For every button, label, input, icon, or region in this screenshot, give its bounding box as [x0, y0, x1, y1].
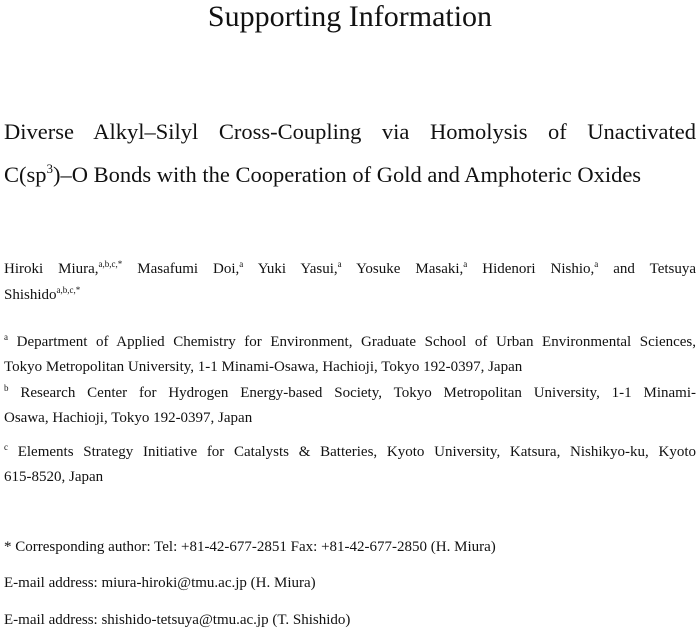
- title-line-2-start: C(sp: [4, 162, 47, 187]
- affiliation-mark: a: [4, 332, 8, 342]
- affiliation-line: $^a$ Department of Applied Chemistry for Environment, Graduate School of Urban Environmental Sciences,: [4, 332, 697, 350]
- author-name: Masafumi Doi,$^a$: [137, 259, 244, 277]
- corresponding-author: * Corresponding author: Tel: +81-42-677-2851 Fax: +81-42-677-2850 (H. Miura): [4, 539, 496, 555]
- author-line-2: [4, 282, 696, 308]
- author-name: and Tetsuya: [613, 261, 697, 277]
- author-name: Yosuke Masaki,$^a$: [356, 259, 468, 277]
- page-heading: Supporting Information: [207, 0, 493, 33]
- affiliation-c: [4, 440, 696, 490]
- affiliation-line: $^c$ Elements Strategy Initiative for Catalysts & Batteries, Kyoto University, Katsura, Nishikyo-ku, Kyoto: [4, 442, 697, 460]
- paper-title: [4, 110, 696, 196]
- author-name: Hiroki Miura,$^{a,b,c,*}$: [4, 259, 123, 277]
- author-line-1: [4, 256, 696, 282]
- affiliation-a: [4, 330, 696, 380]
- affiliation-line: Tokyo Metropolitan University, 1-1 Minami-Osawa, Hachioji, Tokyo 192-0397, Japan: [4, 359, 523, 375]
- email-shishido: E-mail address: shishido-tetsuya@tmu.ac.jp (T. Shishido): [4, 612, 351, 628]
- affiliation-line: $^b$ Research Center for Hydrogen Energy-based Society, Tokyo Metropolitan University, 1-1 Minami-: [4, 383, 697, 401]
- title-line-2: [4, 153, 696, 196]
- author-name: Yuki Yasui,$^a$: [257, 259, 342, 277]
- affiliation-mark: c: [4, 442, 8, 452]
- author-name: Hidenori Nishio,$^a$: [482, 259, 599, 277]
- affiliation-line: 615-8520, Japan: [4, 469, 104, 485]
- title-superscript: 3: [46, 161, 54, 176]
- title-line-1: Diverse Alkyl–Silyl Cross-Coupling via Homolysis of Unactivated: [4, 119, 696, 144]
- author-name: Shishido$^{a,b,c,*}$: [4, 285, 81, 303]
- email-miura: E-mail address: miura-hiroki@tmu.ac.jp (H. Miura): [4, 575, 316, 591]
- affiliation-mark: b: [4, 383, 9, 393]
- author-list: [4, 256, 696, 308]
- affiliation-line: Osawa, Hachioji, Tokyo 192-0397, Japan: [4, 410, 253, 426]
- title-line-2-end: )–O Bonds with the Cooperation of Gold and Amphoteric Oxides: [53, 162, 642, 187]
- affiliation-b: [4, 381, 696, 431]
